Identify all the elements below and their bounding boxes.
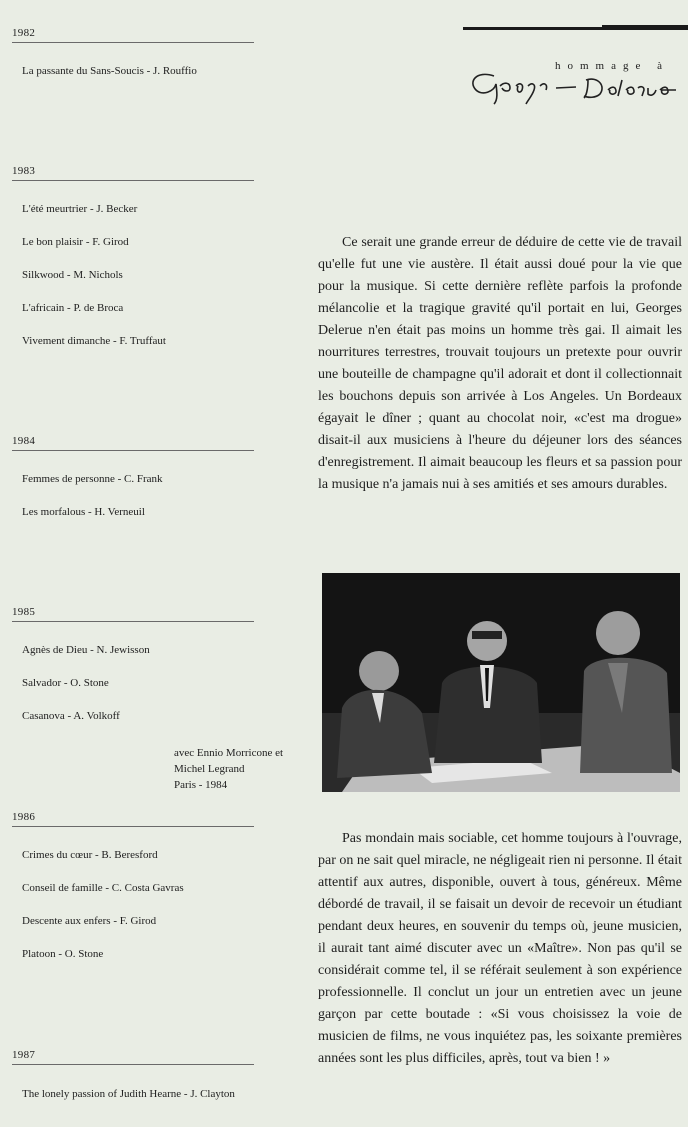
header-rule xyxy=(463,27,688,30)
film-entry: Descente aux enfers - F. Girod xyxy=(22,915,157,927)
film-entry: Crimes du cœur - B. Beresford xyxy=(22,849,158,861)
year-heading: 1986 xyxy=(12,811,254,827)
caption-line: Paris - 1984 xyxy=(174,779,228,791)
film-entry: Casanova - A. Volkoff xyxy=(22,710,120,722)
photo-composers xyxy=(322,573,680,792)
photo-caption xyxy=(174,745,283,793)
body-paragraph: Pas mondain mais sociable, cet homme toujours à l'ouvrage, par on ne sait quel miracle, ne négligeait rien ni personne. Il était attentif aux autres, disponible, ouvert à tous, généreux. Même débordé de travail, il se faisait un devoir de recevoir un étudiant pendant deux heures, en souvenir du temps où, jeune musicien, il aurait tant aimé discuter avec un «Maître». Non pas qu'il se considérait comme tel, il se référait seulement à son expérience professionnelle. Il conclut un jour un entretien avec un jeune garçon par cette boutade : «Si vous choisissez la voie de musicien de films, ne vous inquiétez pas, les soixante premières années sont les plus difficiles, après, tout va bien ! » xyxy=(318,831,682,1066)
year-heading: 1983 xyxy=(12,165,254,181)
year-heading: 1984 xyxy=(12,435,254,451)
film-entry: Platoon - O. Stone xyxy=(22,948,104,960)
year-heading: 1985 xyxy=(12,606,254,622)
film-entry: L'africain - P. de Broca xyxy=(22,302,124,314)
caption-line: Michel Legrand xyxy=(174,763,245,775)
film-entry: Femmes de personne - C. Frank xyxy=(22,473,163,485)
film-entry: Conseil de famille - C. Costa Gavras xyxy=(22,882,184,894)
year-heading: 1982 xyxy=(12,27,254,43)
caption-line: avec Ennio Morricone et xyxy=(174,747,284,759)
film-entry: L'été meurtrier - J. Becker xyxy=(22,203,138,215)
hommage-heading: hommage à xyxy=(555,60,670,72)
film-entry: The lonely passion of Judith Hearne - J. Clayton xyxy=(22,1088,235,1100)
film-entry: Le bon plaisir - F. Girod xyxy=(22,236,129,248)
film-entry: Vivement dimanche - F. Truffaut xyxy=(22,335,166,347)
film-entry: Salvador - O. Stone xyxy=(22,677,109,689)
body-paragraph: Ce serait une grande erreur de déduire de cette vie de travail qu'elle fut une vie austère. Il était aussi doué pour la vie que pour la musique. Si cette dernière reflète parfois la profonde mélancolie et la tragique gravité qu'il portait en lui, Georges Delerue n'en était pas moins un homme très gai. Il aimait les nourritures terrestres, trouvait toujours un pretexte pour ouvrir une bouteille de champagne qu'il adorait et dont il collectionnait les bouchons depuis son arrivée à Los Angeles. Un Bordeaux égayait le dîner ; quant au chocolat noir, «c'est ma drogue» disait-il aux musiciens à l'heure du déjeuner lors des séances d'enregistrement. Il aimait beaucoup les fleurs et sa passion pour la musique n'a jamais nui à ses amitiés et ses amours durables. xyxy=(318,235,682,492)
film-entry: La passante du Sans-Soucis - J. Rouffio xyxy=(22,65,197,77)
film-entry: Agnès de Dieu - N. Jewisson xyxy=(22,644,150,656)
year-heading: 1987 xyxy=(12,1049,254,1065)
film-entry: Les morfalous - H. Verneuil xyxy=(22,506,145,518)
film-entry: Silkwood - M. Nichols xyxy=(22,269,123,281)
